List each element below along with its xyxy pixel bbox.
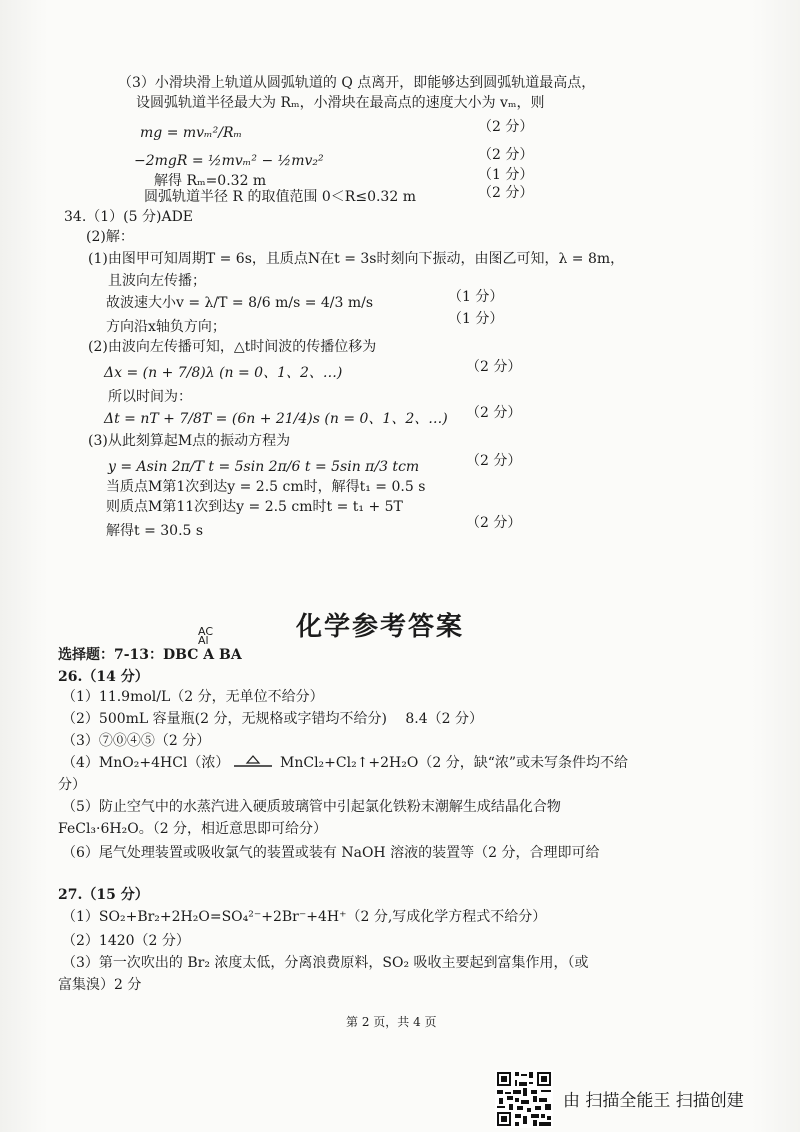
q34-part2-line: (2)由波向左传播可知，△t时间波的传播位移为	[88, 339, 377, 355]
qr-code-icon	[495, 1070, 553, 1128]
q34-line2: 且波向左传播；	[108, 273, 206, 289]
page-footer: 第 2 页，共 4 页	[346, 1015, 437, 1029]
physics-solve1: 解得 Rₘ=0.32 m	[154, 173, 267, 189]
heat-condition-arrow	[232, 752, 274, 770]
q34-vibration-eq: y = Asin 2π/T t = 5sin 2π/6 t = 5sin π/3 tcm	[108, 459, 420, 475]
q26-heading: 26.（14 分）	[58, 669, 149, 685]
q34-wave-speed: 故波速大小v = λ/T = 8/6 m/s = 4/3 m/s	[106, 295, 374, 311]
handwritten-correction: AC Al	[198, 625, 214, 647]
q34-direction-points: （1 分）	[448, 311, 504, 327]
q26-answer-2: （2）500mL 容量瓶(2 分，无规格或字错均不给分) 8.4（2 分）	[62, 711, 484, 727]
q27-answer-3: （3）第一次吹出的 Br₂ 浓度太低，分离浪费原料，SO₂ 吸收主要起到富集作用，（或	[62, 955, 589, 971]
physics-eq1: mg = mvₘ²/Rₘ	[140, 125, 243, 141]
q34-delta-x-points: （2 分）	[466, 359, 522, 375]
q27-answer-1: （1）SO₂+Br₂+2H₂O=SO₄²⁻+2Br⁻+4H⁺（2 分,写成化学方程式不给分）	[62, 909, 547, 925]
q34-delta-x: Δx = (n + 7/8)λ (n = 0、1、2、…)	[104, 365, 343, 381]
chemistry-title: 化学参考答案	[296, 612, 465, 642]
physics-eq2: −2mgR = ½mvₘ² − ½mv₂²	[134, 153, 324, 169]
q34-direction: 方向沿x轴负方向；	[106, 319, 226, 335]
q26-answer-5-cont: FeCl₃·6H₂O。（2 分，相近意思即可给分）	[58, 821, 328, 837]
q26-answer-4-products: MnCl₂+Cl₂↑+2H₂O（2 分，缺“浓”或未写条件均不给	[280, 755, 629, 771]
physics-part3-line2: 设圆弧轨道半径最大为 Rₘ，小滑块在最高点的速度大小为 vₘ，则	[136, 95, 545, 111]
q34-time-label: 所以时间为：	[108, 389, 192, 405]
physics-range: 圆弧轨道半径 R 的取值范围 0＜R≤0.32 m	[144, 189, 416, 205]
physics-part3-line1: （3）小滑块滑上轨道从圆弧轨道的 Q 点离开，即能够达到圆弧轨道最高点，	[118, 75, 596, 91]
q34-delta-t-points: （2 分）	[466, 405, 522, 421]
scanner-watermark: 由 扫描全能王 扫描创建	[563, 1091, 744, 1111]
q34-heading: 34.（1）(5 分)ADE	[64, 209, 194, 225]
physics-solve1-points: （1 分）	[478, 167, 534, 183]
q34-wave-speed-points: （1 分）	[448, 289, 504, 305]
q34-line1: (1)由图甲可知周期T = 6s，且质点N在t = 3s时刻向下振动，由图乙可知，λ = 8m，	[88, 251, 625, 267]
physics-range-points: （2 分）	[478, 185, 534, 201]
q34-part3-line: (3)从此刻算起M点的振动方程为	[88, 433, 291, 449]
q26-answer-5: （5）防止空气中的水蒸汽进入硬质玻璃管中引起氯化铁粉末潮解生成结晶化合物	[62, 799, 561, 815]
q27-answer-3-cont: 富集溴）2 分	[58, 977, 142, 993]
q27-answer-2: （2）1420（2 分）	[62, 933, 190, 949]
q34-vibration-eq-points: （2 分）	[466, 453, 522, 469]
physics-eq2-points: （2 分）	[478, 147, 534, 163]
q34-part2-label: (2)解：	[86, 229, 134, 245]
physics-eq1-points: （2 分）	[478, 119, 534, 135]
q26-answer-3: （3）⑦⓪④⑤（2 分）	[62, 733, 211, 749]
q34-eleventh-arrival: 则质点M第11次到达y = 2.5 cm时t = t₁ + 5T	[106, 499, 403, 515]
q27-heading: 27.（15 分）	[58, 887, 149, 903]
q26-answer-4-cont: 分）	[58, 777, 86, 793]
q26-answer-1: （1）11.9mol/L（2 分，无单位不给分）	[62, 689, 324, 705]
q26-answer-6: （6）尾气处理装置或吸收氯气的装置或装有 NaOH 溶液的装置等（2 分，合理即可给	[62, 845, 600, 861]
q26-answer-4-reactants: （4）MnO₂+4HCl（浓）	[62, 755, 230, 771]
q34-final-answer: 解得t = 30.5 s	[106, 523, 204, 539]
q34-final-answer-points: （2 分）	[466, 515, 522, 531]
q34-first-arrival: 当质点M第1次到达y = 2.5 cm时，解得t₁ = 0.5 s	[106, 479, 426, 495]
q34-delta-t: Δt = nT + 7/8T = (6n + 21/4)s (n = 0、1、2、…)	[104, 411, 448, 427]
choice-answers: 选择题：7-13：DBC A BA	[58, 647, 242, 663]
